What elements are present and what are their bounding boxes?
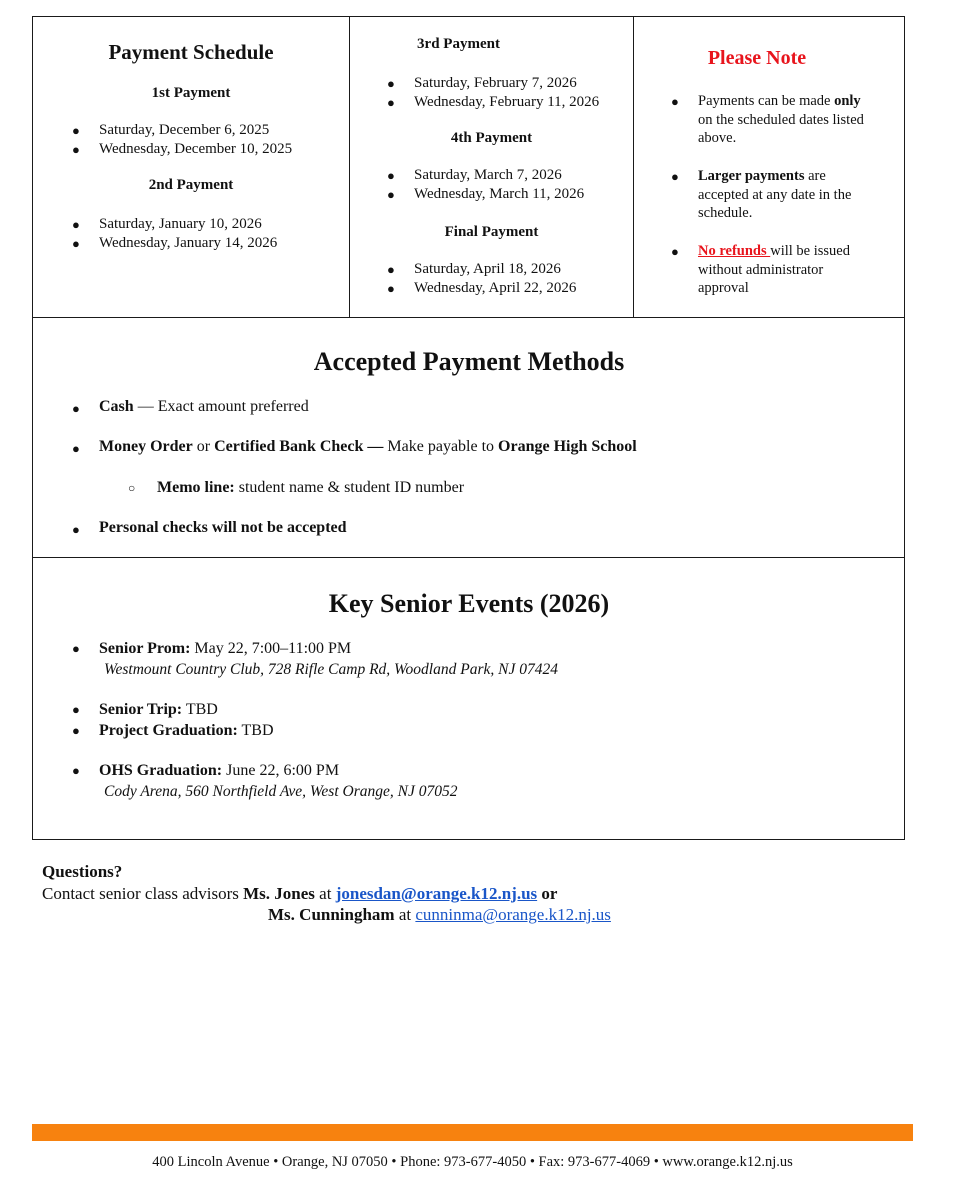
- bullet: ●: [671, 94, 679, 109]
- footer-accent-bar: [32, 1124, 913, 1141]
- bullet: ●: [72, 522, 80, 537]
- bullet: ●: [72, 723, 80, 738]
- note-item-2: [698, 167, 898, 223]
- bullet: ●: [72, 123, 80, 138]
- first-payment-date-1: Saturday, December 6, 2025: [99, 122, 270, 138]
- second-payment-date-2: Wednesday, January 14, 2026: [99, 235, 278, 251]
- bullet: ●: [72, 142, 80, 157]
- event-graduation: [99, 760, 457, 802]
- method-cash: [99, 398, 309, 416]
- event-location: Westmount Country Club, 728 Rifle Camp Rd, Woodland Park, NJ 07424: [104, 661, 558, 678]
- method-detail: — Exact amount preferred: [133, 398, 309, 415]
- contact-text: or: [537, 884, 558, 903]
- note-text: approval: [698, 280, 749, 296]
- divider-row-1: [33, 317, 904, 318]
- first-payment-heading: 1st Payment: [151, 85, 231, 101]
- event-time: June 22, 6:00 PM: [222, 762, 340, 779]
- second-payment-date-1: Saturday, January 10, 2026: [99, 216, 262, 232]
- bullet: ●: [72, 401, 80, 416]
- fourth-payment-date-1: Saturday, March 7, 2026: [414, 167, 562, 183]
- bullet: ●: [387, 76, 395, 91]
- email-link-cunningham[interactable]: cunninma@orange.k12.nj.us: [415, 905, 611, 924]
- memo-detail: student name & student ID number: [234, 479, 465, 496]
- final-payment-date-2: Wednesday, April 22, 2026: [414, 280, 577, 296]
- bullet: ●: [387, 187, 395, 202]
- questions-heading: Questions?: [42, 862, 123, 881]
- advisor-name: Ms. Jones: [243, 884, 315, 903]
- contact-line-1: [42, 884, 557, 904]
- event-name: OHS Graduation:: [99, 762, 223, 779]
- method-detail: Make payable to: [383, 438, 499, 455]
- footer-address: 400 Lincoln Avenue • Orange, NJ 07050 • Phone: 973-677-4050 • Fax: 973-677-4069 • www.orange.k12.nj.us: [152, 1154, 793, 1170]
- divider-col-1: [349, 17, 350, 317]
- contact-text: at: [394, 905, 416, 924]
- method-name: Cash: [99, 398, 134, 415]
- note-item-1: [698, 92, 898, 148]
- event-name: Senior Trip:: [99, 701, 183, 718]
- fourth-payment-date-2: Wednesday, March 11, 2026: [414, 186, 585, 202]
- no-refunds-text: No refunds: [698, 243, 771, 259]
- sub-bullet: ○: [128, 481, 136, 495]
- bullet: ●: [387, 281, 395, 296]
- divider-row-2: [33, 557, 904, 558]
- first-payment-date-2: Wednesday, December 10, 2025: [99, 141, 293, 157]
- note-text: above.: [698, 130, 737, 146]
- payment-methods-title: Accepted Payment Methods: [313, 347, 625, 376]
- contact-text: at: [314, 884, 336, 903]
- note-emphasis: only: [834, 93, 861, 109]
- advisor-name: Ms. Cunningham: [268, 905, 395, 924]
- note-text: accepted at any date in the: [698, 186, 852, 203]
- memo-label: Memo line:: [157, 479, 235, 496]
- event-name: Senior Prom:: [99, 640, 191, 657]
- event-time: TBD: [182, 701, 218, 718]
- method-name: Money Order: [99, 438, 193, 455]
- method-name: Certified Bank Check —: [214, 438, 384, 455]
- bullet: ●: [72, 641, 80, 656]
- please-note-title: Please Note: [707, 47, 807, 69]
- final-payment-heading: Final Payment: [444, 224, 539, 240]
- school-name: Orange High School: [498, 438, 637, 455]
- event-prom: [99, 638, 558, 680]
- note-text: without administrator: [698, 261, 824, 278]
- bullet: ●: [72, 702, 80, 717]
- bullet: ●: [671, 169, 679, 184]
- bullet: ●: [72, 217, 80, 232]
- contact-line-2: [268, 905, 611, 925]
- second-payment-heading: 2nd Payment: [148, 177, 234, 193]
- note-emphasis: Larger payments: [698, 168, 805, 184]
- note-text: on the scheduled dates listed: [698, 111, 864, 128]
- note-item-3: [698, 242, 898, 298]
- event-trip: [99, 699, 218, 720]
- payment-schedule-title: Payment Schedule: [108, 40, 274, 64]
- email-link-jones[interactable]: jonesdan@orange.k12.nj.us: [335, 884, 538, 903]
- note-text: are: [804, 168, 826, 184]
- bullet: ●: [671, 244, 679, 259]
- senior-events-title: Key Senior Events (2026): [328, 589, 610, 618]
- event-time: May 22, 7:00–11:00 PM: [190, 640, 352, 657]
- third-payment-heading: 3rd Payment: [417, 36, 500, 52]
- bullet: ●: [387, 95, 395, 110]
- event-project-graduation: [99, 720, 274, 741]
- third-payment-date-1: Saturday, February 7, 2026: [414, 75, 577, 91]
- contact-text: Contact senior class advisors: [42, 884, 244, 903]
- method-detail: or: [192, 438, 215, 455]
- event-location: Cody Arena, 560 Northfield Ave, West Orange, NJ 07052: [104, 783, 458, 800]
- bullet: ●: [387, 262, 395, 277]
- personal-checks-notice: Personal checks will not be accepted: [99, 519, 347, 536]
- note-text: will be issued: [770, 243, 850, 259]
- event-name: Project Graduation:: [99, 722, 238, 739]
- fourth-payment-heading: 4th Payment: [450, 130, 533, 146]
- bullet: ●: [72, 441, 80, 456]
- note-text: schedule.: [698, 205, 753, 221]
- memo-line: [157, 479, 464, 497]
- third-payment-date-2: Wednesday, February 11, 2026: [414, 94, 600, 110]
- event-time: TBD: [237, 722, 274, 739]
- note-text: Payments can be made: [698, 93, 835, 109]
- final-payment-date-1: Saturday, April 18, 2026: [414, 261, 561, 277]
- method-money-order: [99, 438, 637, 456]
- bullet: ●: [72, 763, 80, 778]
- bullet: ●: [387, 168, 395, 183]
- bullet: ●: [72, 236, 80, 251]
